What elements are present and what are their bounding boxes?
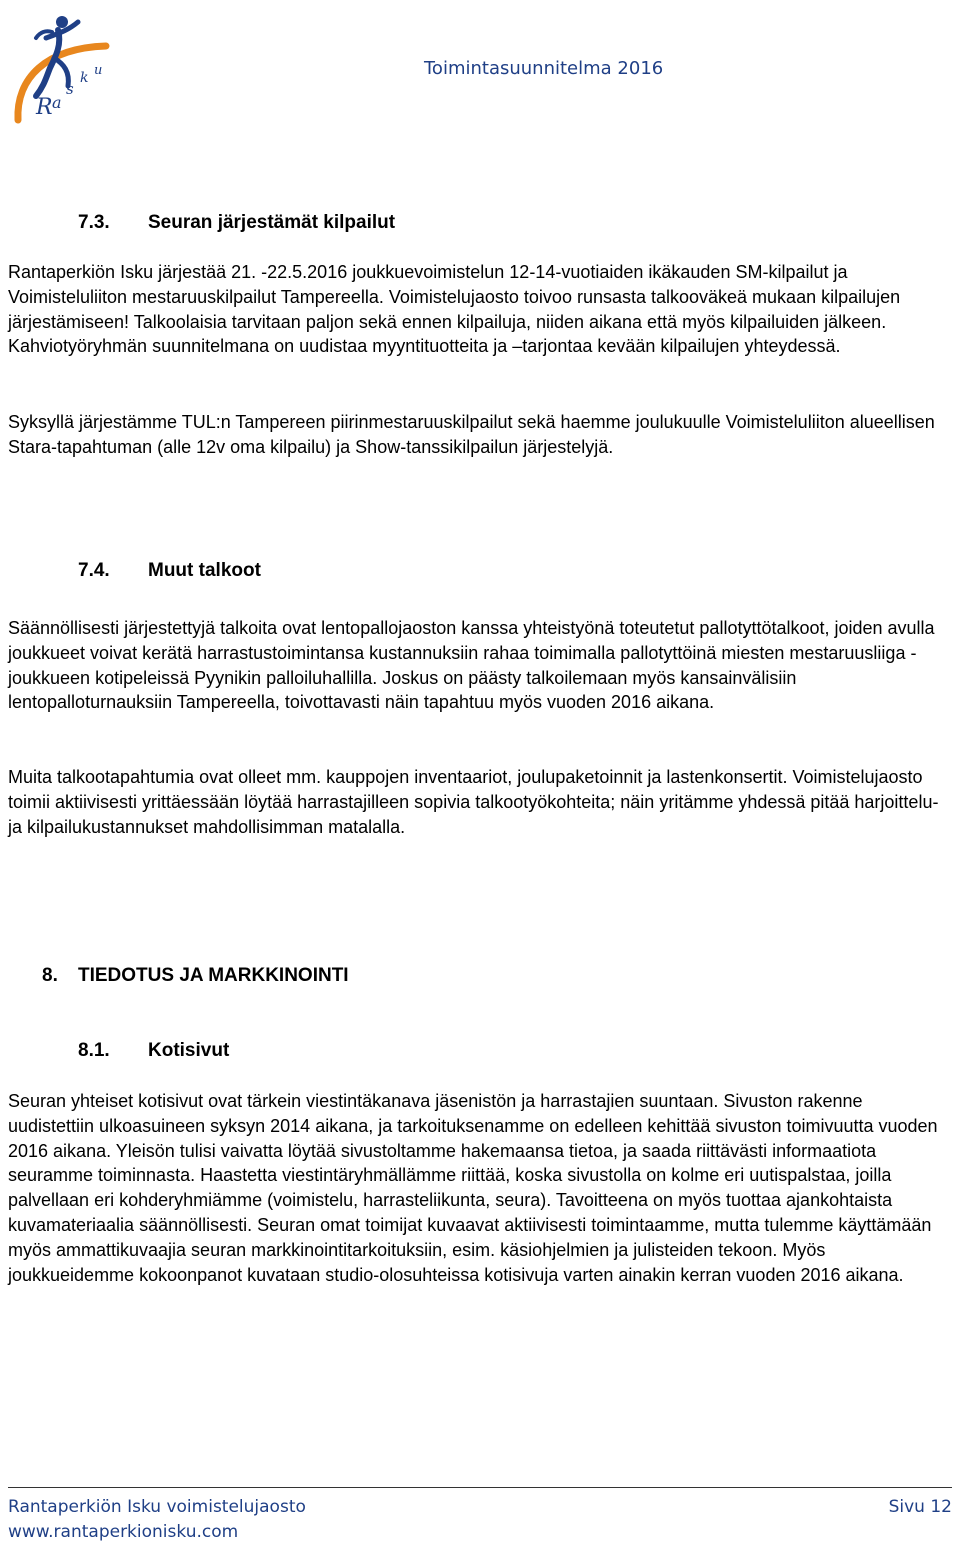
footer-website-link[interactable]: www.rantaperkionisku.com [8, 1522, 239, 1542]
svg-text:s: s [66, 80, 74, 98]
chapter-number: 8. [42, 965, 58, 986]
section-title: Seuran järjestämät kilpailut [148, 212, 396, 233]
section-heading-7-3 [78, 212, 395, 234]
chapter-heading-8 [42, 965, 349, 987]
section-title: Muut talkoot [148, 560, 261, 581]
paragraph: Rantaperkiön Isku järjestää 21. -22.5.2016 joukkuevoimistelun 12-14-vuotiaiden ikäkauden SM-kilpailut ja Voimisteluliiton mestaruuskilpailut Tampereella. Voimistelujaosto toivoo runsasta talkooväkeä mukaan kilpailujen järjestämiseen! Talkoolaisia tarvitaan paljon sekä ennen kilpailuja, niiden aikana että myös kilpailuiden jälkeen. Kahviotyöryhmän suunnitelmana on uudistaa myyntituotteita ja –tarjontaa kevään kilpailujen yhteydessä. [8, 262, 901, 357]
club-logo [6, 8, 116, 130]
page-number: Sivu 12 [888, 1497, 952, 1517]
gymnast-logo-icon [6, 8, 116, 130]
paragraph: Säännöllisesti järjestettyjä talkoita ovat lentopallojaoston kanssa yhteistyönä toteutetut pallotyttötalkoot, joiden avulla joukkueet voivat kerätä harrastustoimintansa kustannuksiin rahaa toimimalla pallotyttöinä miesten mestaruusliiga -joukkueen kotipeleissä Pyynikin palloiluhallilla. Joskus on päästy talkoilemaan myös kansainvälisiin lentopalloturnauksiin Tampereella, toivottavasti näin tapahtuu myös vuoden 2016 aikana. [8, 618, 935, 713]
section-heading-8-1 [78, 1040, 229, 1062]
section-number: 7.3. [78, 212, 110, 233]
paragraph: Seuran yhteiset kotisivut ovat tärkein viestintäkanava jäsenistön ja harrastajien suuntaan. Sivuston rakenne uudistettiin ulkoasuineen syksyn 2014 aikana, ja tarkoituksenamme on edelleen kehittää sivuston toimivuutta vuoden 2016 aikana. Yleisön tulisi vaivatta löytää sivustoltamme hakemaansa tietoa, ja saada riittävästi informaatiota seuramme toiminnasta. Haastetta viestintäryhmällämme riittää, koska sivustolla on kolme eri uutispalstaa, joilla palvellaan eri kohderyhmiämme (voimistelu, harrasteliikunta, seura). Tavoitteena on myös tuottaa ajankohtaista kuvamateriaalia säännöllisesti. Seuran omat toimijat kuvaavat aktiivisesti toimintaamme, mutta tulemme käyttämään myös ammattikuvaajia seuran markkinointitarkoituksiin, esim. käsiohjelmien ja julisteiden tekoon. Myös joukkueidemme kokoonpanot kuvataan studio-olosuhteissa kotisivuja varten ainakin kerran vuoden 2016 aikana. [8, 1091, 938, 1285]
svg-text:a: a [52, 93, 62, 112]
paragraph: Syksyllä järjestämme TUL:n Tampereen piirinmestaruuskilpailut sekä haemme joulukuulle Voimisteluliiton alueellisen Stara-tapahtuman (alle 12v oma kilpailu) ja Show-tanssikilpailun järjestelyjä. [8, 412, 935, 457]
footer-divider [8, 1487, 952, 1488]
paragraph: Muita talkootapahtumia ovat olleet mm. kauppojen inventaariot, joulupaketoinnit ja lastenkonsertit. Voimistelujaosto toimii aktiivisesti yrittäessään löytää harrastajilleen sopivia talkootyökohteita; näin yritämme yhdessä pitää harjoittelu- ja kilpailukustannukset mahdollisimman matalalla. [8, 767, 939, 837]
section-title: Kotisivut [148, 1040, 230, 1061]
document-title: Toimintasuunnitelma 2016 [424, 58, 664, 79]
section-heading-7-4 [78, 560, 261, 582]
svg-text:k: k [80, 70, 89, 86]
logo-lettering: R [36, 95, 53, 120]
chapter-title: TIEDOTUS JA MARKKINOINTI [78, 965, 349, 986]
footer-organization: Rantaperkiön Isku voimistelujaosto [8, 1497, 306, 1517]
svg-text:u: u [94, 63, 103, 78]
section-number: 7.4. [78, 560, 110, 581]
section-number: 8.1. [78, 1040, 110, 1061]
